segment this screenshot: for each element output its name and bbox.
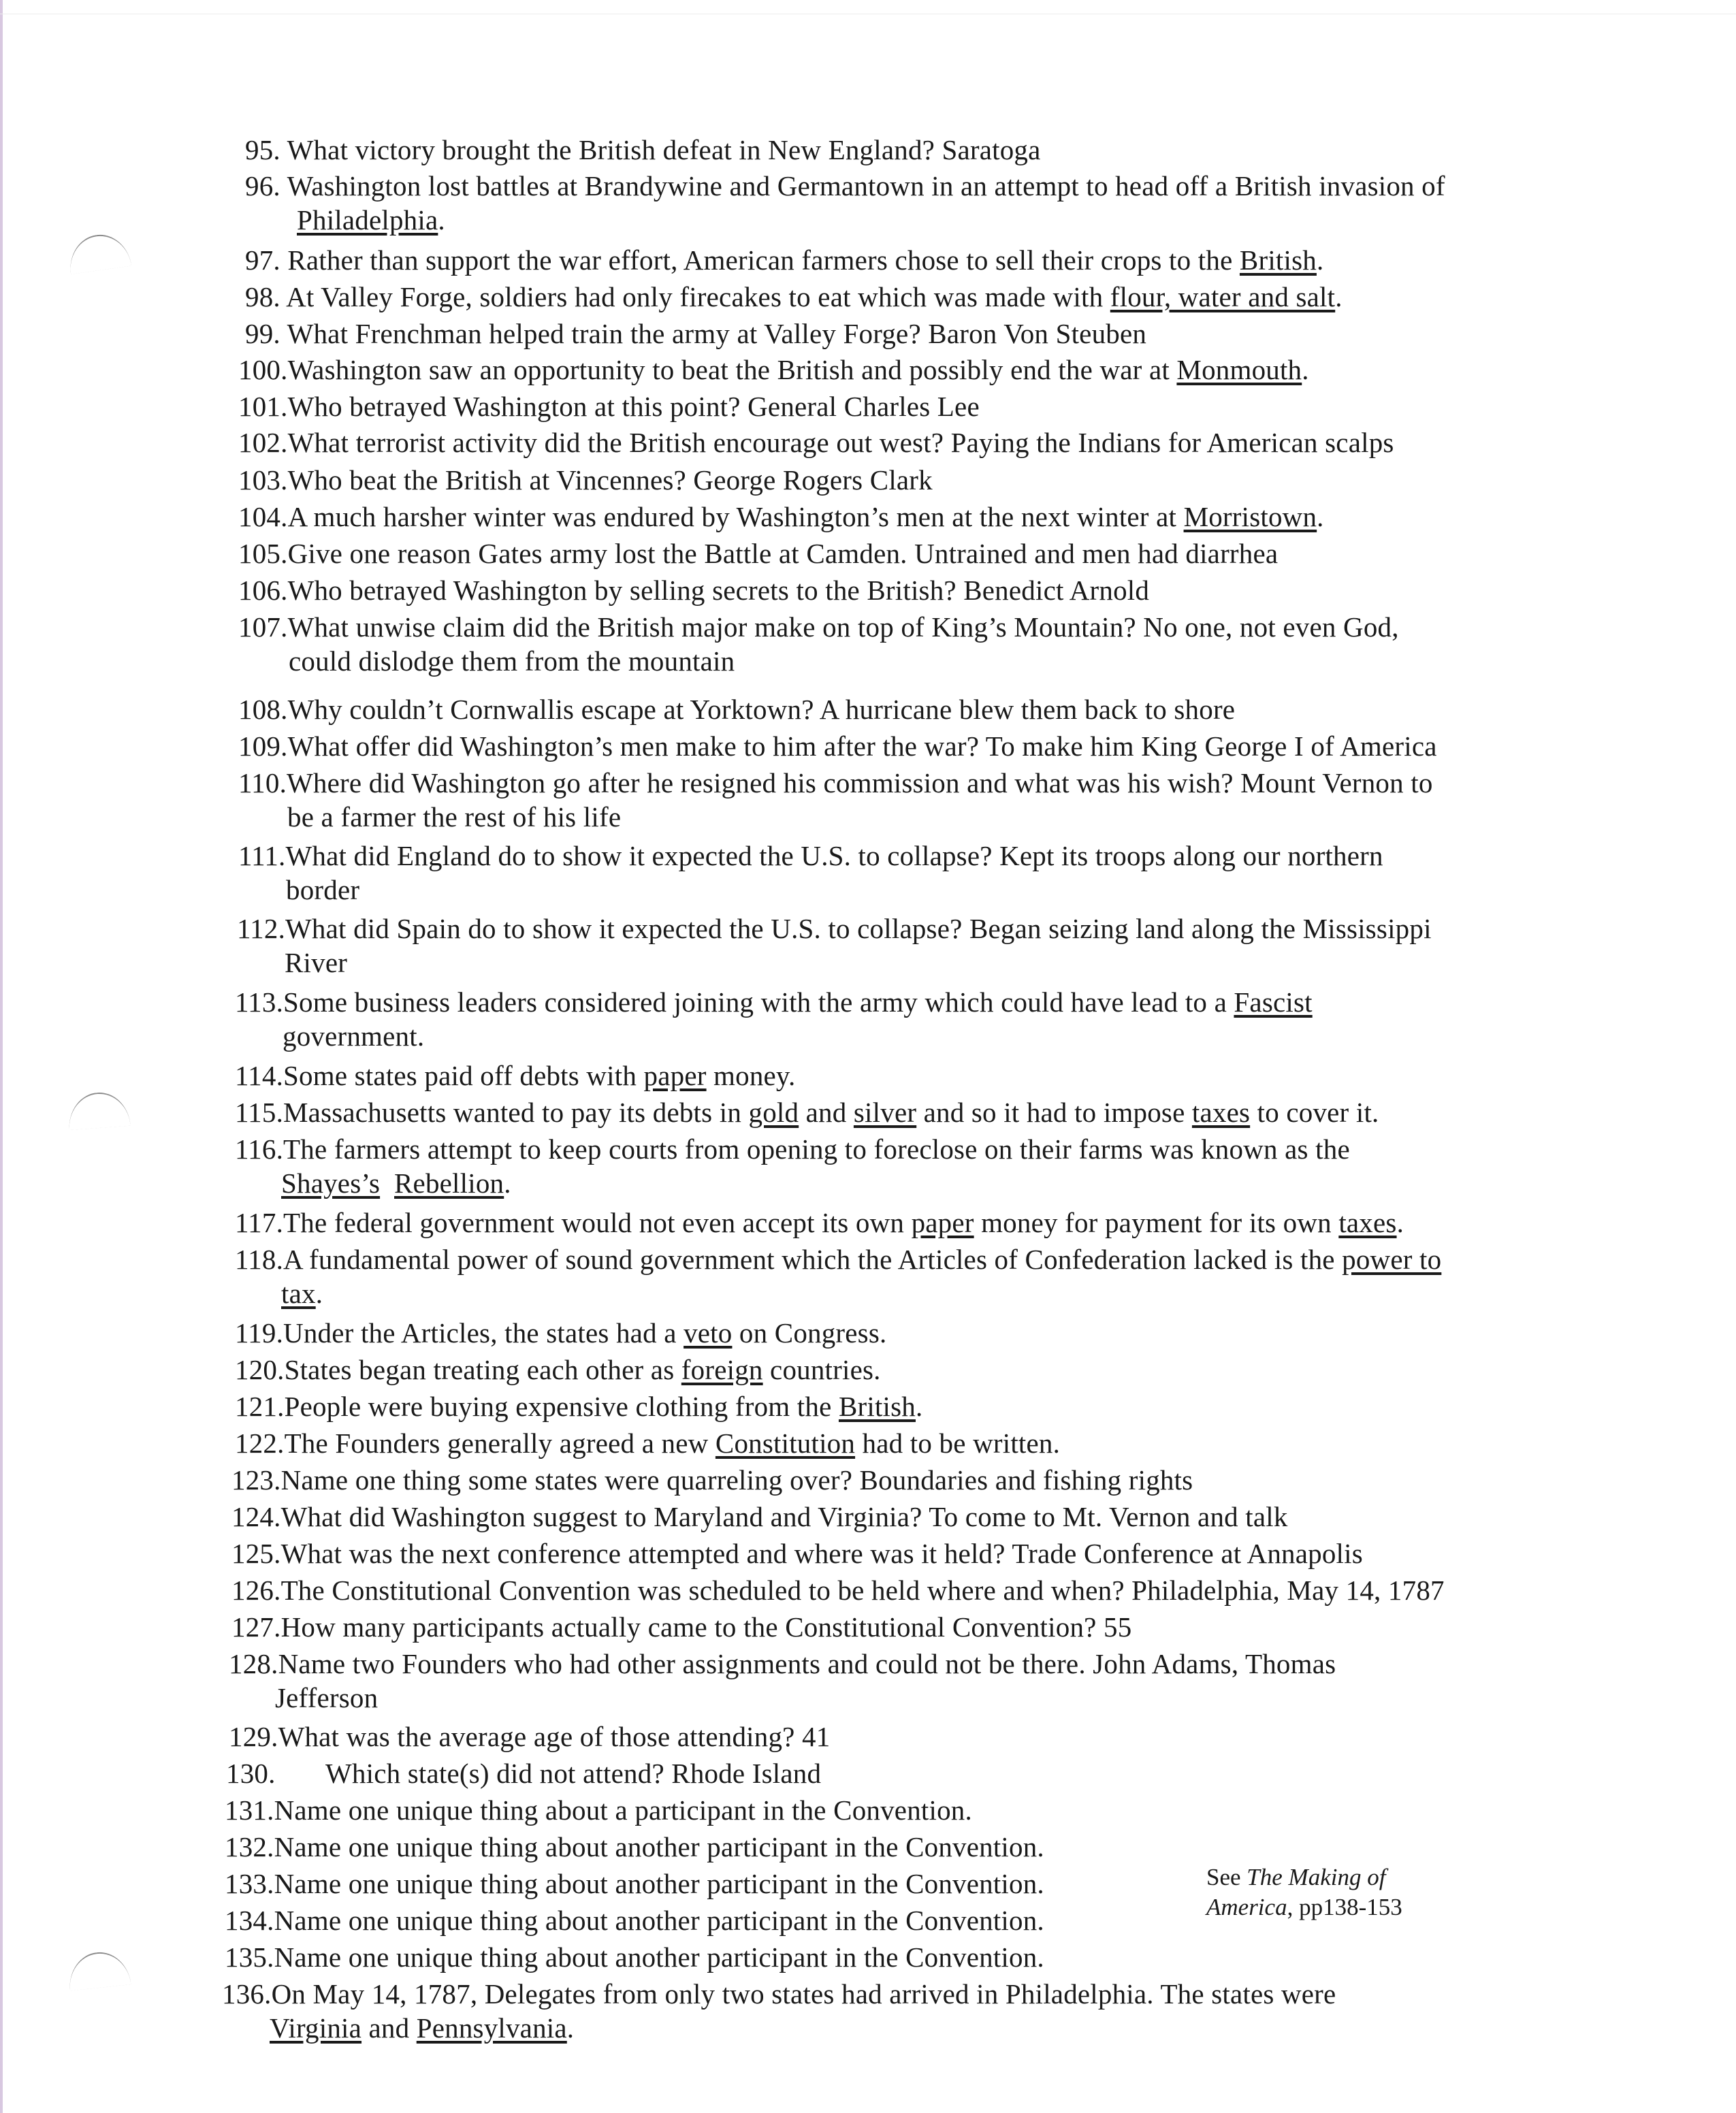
question-135 (225, 1940, 1044, 1974)
question-number: 95. (245, 134, 280, 165)
question-text-mid: and (799, 1097, 854, 1128)
question-114 (235, 1059, 795, 1093)
question-text: Washington lost battles at Brandywine and Germantown in an attempt to head off a British invasion of (287, 170, 1445, 201)
answer-blank: flour, water and salt (1110, 281, 1336, 312)
answer-blank: taxes (1191, 1097, 1251, 1128)
question-text: What victory brought the British defeat in New England? Saratoga (287, 134, 1041, 165)
question-text: At Valley Forge, soldiers had only firecakes to eat which was made with (286, 281, 1110, 312)
reference-book-title-cont: America (1206, 1894, 1287, 1920)
question-number: 97. (245, 244, 280, 276)
question-number: 134. (225, 1905, 274, 1936)
question-number: 98. (245, 281, 280, 312)
question-text: On May 14, 1787, Delegates from only two states had arrived in Philadelphia. The states were (271, 1978, 1336, 2010)
question-text: Name one unique thing about another participant in the Convention. (274, 1831, 1044, 1862)
question-number: 100. (238, 354, 288, 385)
question-109 (238, 729, 1437, 763)
question-text: Name one unique thing about another participant in the Convention. (274, 1905, 1044, 1936)
question-number: 101. (238, 391, 288, 422)
question-text: A fundamental power of sound government which the Articles of Confederation lacked is the (283, 1244, 1343, 1275)
answer-blank: Virginia (270, 2012, 362, 2044)
question-number: 99. (245, 318, 280, 349)
question-text: Name one unique thing about another participant in the Convention. (274, 1868, 1044, 1899)
question-text-end: . (566, 2012, 575, 2044)
question-text: Rather than support the war effort, American farmers chose to sell their crops to the (287, 244, 1240, 276)
question-122 (235, 1426, 1060, 1460)
question-number: 135. (225, 1941, 274, 1973)
question-108 (238, 692, 1235, 726)
answer-blank: silver (853, 1097, 917, 1128)
question-104 (238, 500, 1324, 534)
question-text-end: . (1316, 244, 1324, 276)
question-text: The federal government would not even accept its own (283, 1207, 912, 1238)
question-121 (235, 1389, 922, 1423)
question-95 (245, 133, 1041, 167)
answer-blank: Shayes’s (281, 1167, 381, 1199)
question-text-mid (380, 1167, 394, 1199)
question-text-end: . (1396, 1207, 1404, 1238)
question-133 (225, 1867, 1044, 1901)
answer-blank: Pennsylvania (416, 2012, 567, 2044)
question-106 (238, 573, 1149, 607)
question-102 (238, 425, 1394, 459)
question-text-end: . (315, 1278, 323, 1309)
question-118 (235, 1242, 1441, 1310)
question-text: Where did Washington go after he resigned his commission and what was his wish? Mount Vernon to (287, 767, 1433, 799)
question-number: 113. (235, 986, 284, 1018)
question-text: The farmers attempt to keep courts from opening to foreclose on their farms was known as the (283, 1133, 1350, 1165)
question-132 (225, 1830, 1044, 1864)
question-103 (238, 463, 933, 497)
question-number: 104. (238, 501, 288, 532)
question-96 (245, 169, 1445, 237)
question-text-end: . (1317, 501, 1324, 532)
question-120 (235, 1353, 881, 1387)
reference-book-title: The Making of (1247, 1864, 1386, 1890)
question-number: 107. (238, 611, 288, 643)
answer-blank: foreign (681, 1354, 763, 1385)
question-text-end: to cover it. (1250, 1097, 1379, 1128)
question-text: Who betrayed Washington at this point? General Charles Lee (287, 391, 980, 422)
question-124 (231, 1500, 1288, 1534)
answer-blank: paper (643, 1060, 707, 1091)
answer-blank: Rebellion (394, 1167, 504, 1199)
question-text: Under the Articles, the states had a (283, 1317, 684, 1349)
question-134 (225, 1903, 1044, 1937)
question-115 (235, 1095, 1379, 1129)
answer-blank: British (838, 1391, 916, 1422)
answer-blank: tax (281, 1278, 316, 1309)
question-text: Who betrayed Washington by selling secrets to the British? Benedict Arnold (287, 575, 1150, 606)
question-text-end: . (1335, 281, 1343, 312)
question-number: 131. (225, 1794, 274, 1826)
question-number: 120. (235, 1354, 285, 1385)
question-131 (225, 1793, 972, 1827)
question-number: 105. (238, 538, 288, 569)
question-130 (226, 1756, 821, 1790)
question-text: Who beat the British at Vincennes? George Rogers Clark (287, 464, 933, 496)
question-number: 110. (238, 767, 287, 799)
question-112 (237, 912, 1432, 980)
question-text: Why couldn’t Cornwallis escape at Yorktown? A hurricane blew them back to shore (287, 694, 1236, 725)
question-98 (245, 280, 1343, 314)
question-123 (231, 1463, 1193, 1497)
question-100 (238, 353, 1309, 387)
reference-see: See (1206, 1864, 1247, 1890)
question-text: Washington saw an opportunity to beat the British and possibly end the war at (287, 354, 1177, 385)
question-number: 121. (235, 1391, 285, 1422)
answer-blank: Constitution (715, 1428, 856, 1459)
question-text: Massachusetts wanted to pay its debts in (283, 1097, 749, 1128)
question-text: What did England do to show it expected the U.S. to collapse? Kept its troops along our northern (285, 840, 1383, 871)
question-text: What was the next conference attempted and where was it held? Trade Conference at Annapolis (280, 1538, 1363, 1569)
question-number: 96. (245, 170, 280, 201)
question-text: What offer did Washington’s men make to him after the war? To make him King George I of America (287, 730, 1437, 762)
question-number: 114. (235, 1060, 284, 1091)
question-text-continued: River (285, 947, 348, 978)
answer-blank: paper (911, 1207, 974, 1238)
question-128 (229, 1647, 1336, 1715)
question-text-end: on Congress. (732, 1317, 887, 1349)
question-101 (238, 389, 980, 423)
question-number: 111. (238, 840, 286, 871)
question-text-continued: border (286, 874, 360, 905)
question-number: 133. (225, 1868, 274, 1899)
question-117 (235, 1206, 1404, 1240)
answer-blank: Philadelphia (297, 204, 438, 236)
question-text-end: . (915, 1391, 923, 1422)
question-text-end: had to be written. (855, 1428, 1061, 1459)
question-127 (231, 1610, 1131, 1644)
question-116 (235, 1132, 1350, 1200)
question-text-mid: and (361, 2012, 417, 2044)
question-text-end: money. (706, 1060, 796, 1091)
question-number: 118. (235, 1244, 284, 1275)
question-number: 128. (229, 1648, 278, 1679)
question-111 (238, 839, 1383, 907)
question-text-end: . (1302, 354, 1309, 385)
question-number: 115. (235, 1097, 284, 1128)
reference-note (1206, 1862, 1402, 1922)
question-number: 103. (238, 464, 288, 496)
question-text: What did Spain do to show it expected the U.S. to collapse? Began seizing land along the Mississippi (285, 913, 1432, 944)
question-number: 123. (231, 1464, 281, 1496)
question-text: Give one reason Gates army lost the Battle at Camden. Untrained and men had diarrhea (287, 538, 1279, 569)
question-number: 136. (222, 1978, 272, 2010)
question-text: Some states paid off debts with (283, 1060, 644, 1091)
question-text: People were buying expensive clothing from the (284, 1391, 839, 1422)
question-text: The Constitutional Convention was scheduled to be held where and when? Philadelphia, May 14, 1787 (280, 1575, 1445, 1606)
question-126 (231, 1573, 1445, 1607)
question-text-end: . (438, 204, 445, 236)
question-text: What did Washington suggest to Maryland and Virginia? To come to Mt. Vernon and talk (280, 1501, 1288, 1532)
answer-blank: Fascist (1234, 986, 1313, 1018)
question-107 (238, 610, 1399, 678)
question-number: 108. (238, 694, 288, 725)
answer-blank: British (1239, 244, 1317, 276)
question-136 (222, 1977, 1336, 2045)
answer-blank: taxes (1338, 1207, 1397, 1238)
question-text: What Frenchman helped train the army at Valley Forge? Baron Von Steuben (287, 318, 1147, 349)
question-number: 109. (238, 730, 288, 762)
question-text: Some business leaders considered joining with the army which could have lead to a (283, 986, 1234, 1018)
answer-blank: Monmouth (1176, 354, 1302, 385)
question-number: 132. (225, 1831, 274, 1862)
question-text: Name one thing some states were quarreling over? Boundaries and fishing rights (280, 1464, 1193, 1496)
question-text-mid: and so it had to impose (916, 1097, 1192, 1128)
answer-blank: power to (1342, 1244, 1442, 1275)
question-text-continued: Jefferson (275, 1682, 379, 1713)
question-119 (235, 1316, 886, 1350)
question-129 (229, 1720, 830, 1754)
question-number: 127. (231, 1611, 281, 1643)
question-number: 129. (229, 1721, 278, 1752)
question-text: The Founders generally agreed a new (284, 1428, 716, 1459)
question-number: 126. (231, 1575, 281, 1606)
question-113 (235, 985, 1313, 1053)
question-number: 125. (231, 1538, 281, 1569)
question-text-mid: money for payment for its own (974, 1207, 1339, 1238)
question-number: 116. (235, 1133, 284, 1165)
question-text-end: countries. (762, 1354, 881, 1385)
question-number: 106. (238, 575, 288, 606)
question-110 (238, 766, 1433, 834)
question-text: What unwise claim did the British major make on top of King’s Mountain? No one, not even God, (287, 611, 1399, 643)
question-105 (238, 536, 1278, 570)
question-text: What was the average age of those attending? 41 (278, 1721, 831, 1752)
question-text: Name one unique thing about another participant in the Convention. (274, 1941, 1044, 1973)
question-text: Name one unique thing about a participant in the Convention. (274, 1794, 972, 1826)
question-number: 102. (238, 427, 288, 458)
question-text: A much harsher winter was endured by Washington’s men at the next winter at (287, 501, 1184, 532)
answer-blank: Morristown (1183, 501, 1317, 532)
question-99 (245, 317, 1146, 351)
question-number: 119. (235, 1317, 284, 1349)
question-97 (245, 243, 1323, 277)
question-text-continued: government. (283, 1020, 425, 1052)
question-text-continued: could dislodge them from the mountain (289, 645, 735, 677)
question-text: States began treating each other as (284, 1354, 681, 1385)
reference-pages: , pp138-153 (1287, 1894, 1402, 1920)
question-number: 124. (231, 1501, 281, 1532)
question-text: How many participants actually came to the Constitutional Convention? 55 (280, 1611, 1132, 1643)
question-number: 117. (235, 1207, 284, 1238)
question-number: 112. (237, 913, 286, 944)
answer-blank: gold (748, 1097, 799, 1128)
question-125 (231, 1536, 1363, 1570)
question-text: Which state(s) did not attend? Rhode Island (325, 1758, 822, 1789)
question-number: 130. (226, 1758, 276, 1789)
question-text-end: . (504, 1167, 511, 1199)
question-text: What terrorist activity did the British encourage out west? Paying the Indians for American scalps (287, 427, 1394, 458)
question-text: Name two Founders who had other assignments and could not be there. John Adams, Thomas (278, 1648, 1336, 1679)
question-number: 122. (235, 1428, 285, 1459)
answer-blank: veto (684, 1317, 733, 1349)
question-text-continued: be a farmer the rest of his life (287, 801, 622, 833)
